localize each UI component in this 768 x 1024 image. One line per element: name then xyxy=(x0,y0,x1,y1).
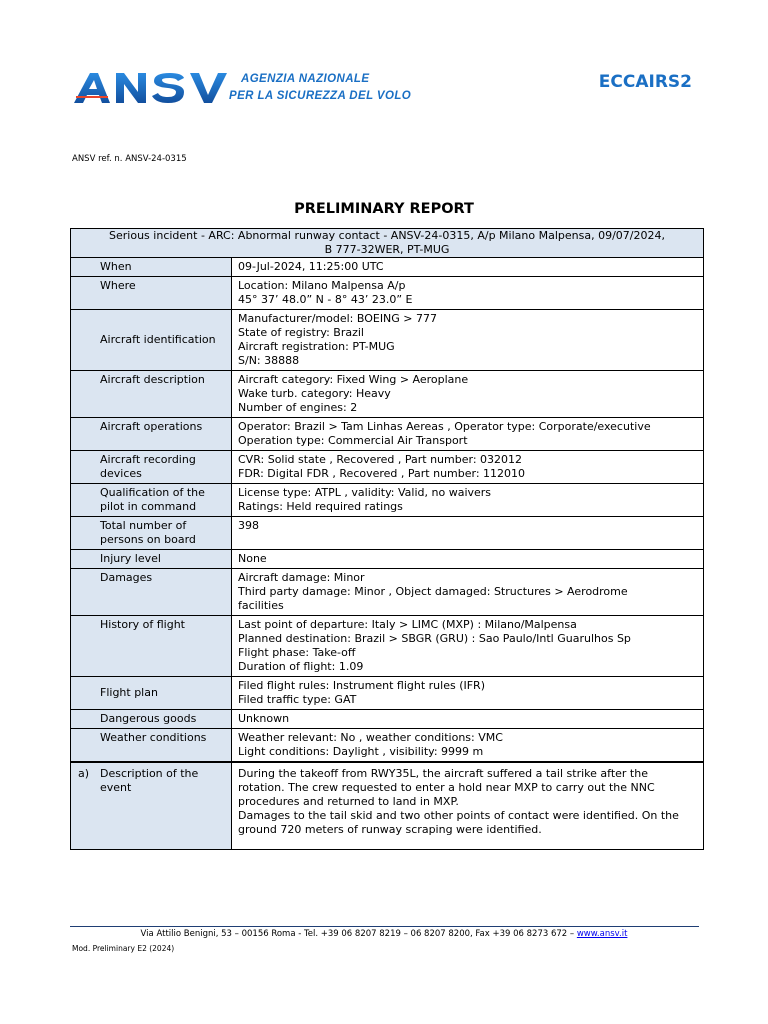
table-row-description xyxy=(71,762,704,850)
cvr-info: CVR: Solid state , Recovered , Part number: 032012 xyxy=(238,453,523,466)
table-row-damages xyxy=(71,569,704,616)
recording-label-2: devices xyxy=(100,467,142,480)
wake-turbulence: Wake turb. category: Heavy xyxy=(238,387,391,400)
when-value: 09-Jul-2024, 11:25:00 UTC xyxy=(238,260,384,273)
ansv-reference: ANSV ref. n. ANSV-24-0315 xyxy=(72,154,187,164)
where-location: Location: Milano Malpensa A/p xyxy=(238,279,406,292)
aircraft-description-label: Aircraft description xyxy=(100,373,205,386)
footer-address: Via Attilio Benigni, 53 – 00156 Roma - Tel. +39 06 8207 8219 – 06 8207 8200, Fax +39 06 8273 672 – xyxy=(140,929,577,939)
table-row-weather xyxy=(71,729,704,763)
footer-contact xyxy=(0,929,768,939)
engine-count: Number of engines: 2 xyxy=(238,401,358,414)
aircraft-damage: Aircraft damage: Minor xyxy=(238,571,365,584)
persons-value: 398 xyxy=(238,519,259,532)
third-party-damage-cont: facilities xyxy=(238,599,284,612)
damages-label: Damages xyxy=(100,571,153,584)
aircraft-operations-label: Aircraft operations xyxy=(100,420,203,433)
dangerous-goods-label: Dangerous goods xyxy=(100,712,197,725)
description-line-3: procedures and returned to land in MXP. xyxy=(238,795,459,808)
weather-label: Weather conditions xyxy=(100,731,207,744)
flight-duration: Duration of flight: 1.09 xyxy=(238,660,364,673)
table-row-flight-plan xyxy=(71,677,704,710)
description-line-4: Damages to the tail skid and two other points of contact were identified. On the xyxy=(238,809,679,822)
table-row-aircraft-description xyxy=(71,371,704,418)
aircraft-serial: S/N: 38888 xyxy=(238,354,300,367)
qualification-label-2: pilot in command xyxy=(100,500,197,513)
agency-name-line-2: PER LA SICUREZZA DEL VOLO xyxy=(229,90,412,102)
flight-rules: Filed flight rules: Instrument flight rules (IFR) xyxy=(238,679,485,692)
aircraft-model: Manufacturer/model: BOEING > 777 xyxy=(238,312,438,325)
departure-point: Last point of departure: Italy > LIMC (MXP) : Milano/Malpensa xyxy=(238,618,577,631)
traffic-type: Filed traffic type: GAT xyxy=(238,693,357,706)
description-line-2: rotation. The crew requested to enter a hold near MXP to carry out the NNC xyxy=(238,781,655,794)
aircraft-registration: Aircraft registration: PT-MUG xyxy=(238,340,395,353)
description-label-1: Description of the xyxy=(100,767,199,780)
description-line-5: ground 720 meters of runway scraping were identified. xyxy=(238,823,542,836)
summary-line-1: Serious incident - ARC: Abnormal runway contact - ANSV-24-0315, A/p Milano Malpensa, 09/07/2024, xyxy=(109,229,665,242)
dangerous-goods-value: Unknown xyxy=(238,712,290,725)
description-line-1: During the takeoff from RWY35L, the aircraft suffered a tail strike after the xyxy=(238,767,648,780)
weather-relevant: Weather relevant: No , weather conditions: VMC xyxy=(238,731,503,744)
light-conditions: Light conditions: Daylight , visibility: 9999 m xyxy=(238,745,484,758)
eccairs-label: ECCAIRS2 xyxy=(598,72,692,92)
aircraft-category: Aircraft category: Fixed Wing > Aeroplane xyxy=(238,373,469,386)
where-label: Where xyxy=(100,279,136,292)
qualification-label-1: Qualification of the xyxy=(100,486,205,499)
section-letter: a) xyxy=(78,767,90,780)
report-table xyxy=(70,228,704,850)
table-row-dangerous-goods xyxy=(71,710,704,729)
table-row-aircraft-identification xyxy=(71,310,704,371)
fdr-info: FDR: Digital FDR , Recovered , Part number: 112010 xyxy=(238,467,526,480)
table-row-persons-on-board xyxy=(71,517,704,550)
table-row-history-of-flight xyxy=(71,616,704,677)
operator: Operator: Brazil > Tam Linhas Aereas , Operator type: Corporate/executive xyxy=(238,420,651,433)
table-row-where xyxy=(71,277,704,310)
form-model-label: Mod. Preliminary E2 (2024) xyxy=(72,944,175,953)
ansv-logo xyxy=(72,70,232,106)
table-row-aircraft-operations xyxy=(71,418,704,451)
website-link[interactable]: www.ansv.it xyxy=(576,929,628,939)
table-row-recording-devices xyxy=(71,451,704,484)
operation-type: Operation type: Commercial Air Transport xyxy=(238,434,468,447)
injury-level-label: Injury level xyxy=(100,552,161,565)
aircraft-identification-label: Aircraft identification xyxy=(100,333,216,346)
planned-destination: Planned destination: Brazil > SBGR (GRU) : Sao Paulo/Intl Guarulhos Sp xyxy=(238,632,631,645)
flight-plan-label: Flight plan xyxy=(100,686,158,699)
table-row-pilot-qualification xyxy=(71,484,704,517)
table-row-injury-level xyxy=(71,550,704,569)
description-label-2: event xyxy=(100,781,132,794)
table-row-when xyxy=(71,258,704,277)
report-title: PRELIMINARY REPORT xyxy=(294,201,474,217)
recording-label-1: Aircraft recording xyxy=(100,453,196,466)
persons-label-2: persons on board xyxy=(100,533,196,546)
summary-row xyxy=(71,229,704,258)
injury-level-value: None xyxy=(238,552,267,565)
third-party-damage: Third party damage: Minor , Object damaged: Structures > Aerodrome xyxy=(238,585,628,598)
when-label: When xyxy=(100,260,132,273)
agency-name-line-1: AGENZIA NAZIONALE xyxy=(241,73,370,85)
aircraft-state: State of registry: Brazil xyxy=(238,326,364,339)
license-info: License type: ATPL , validity: Valid, no waivers xyxy=(238,486,492,499)
history-of-flight-label: History of flight xyxy=(100,618,185,631)
persons-label-1: Total number of xyxy=(100,519,187,532)
ratings-info: Ratings: Held required ratings xyxy=(238,500,403,513)
where-coordinates: 45° 37’ 48.0” N - 8° 43’ 23.0” E xyxy=(238,293,413,306)
footer-divider xyxy=(70,926,699,927)
summary-line-2: B 777-32WER, PT-MUG xyxy=(324,243,450,256)
flight-phase: Flight phase: Take-off xyxy=(238,646,356,659)
